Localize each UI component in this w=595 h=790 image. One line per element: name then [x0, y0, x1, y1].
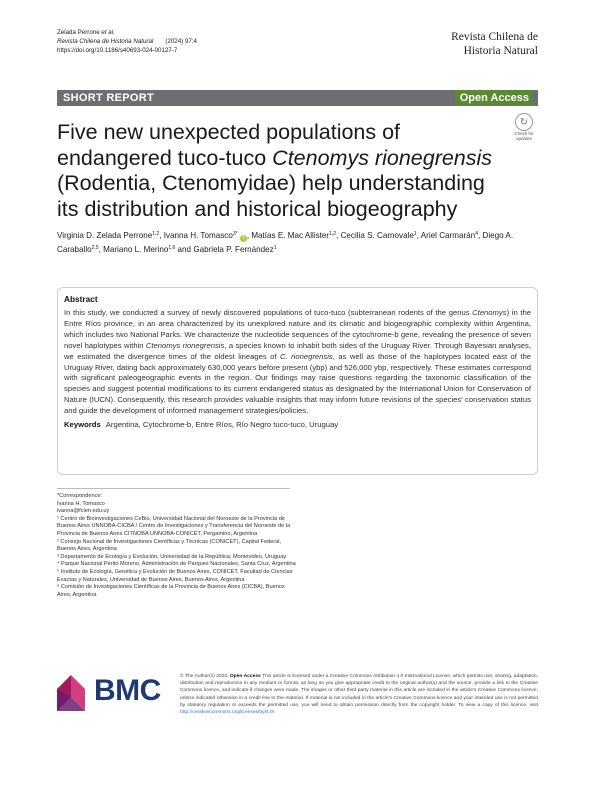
bmc-logo	[57, 673, 167, 713]
keywords-text: Argentina, Cytochrome-b, Entre Ríos, Río Negro tuco-tuco, Uruguay	[105, 420, 339, 430]
author-name[interactable]: Mariano L. Merino	[103, 245, 169, 254]
header-doi-link[interactable]: https://doi.org/10.1186/s40693-024-00127-7	[57, 47, 178, 54]
keywords	[64, 420, 531, 429]
refresh-icon: ↻	[515, 113, 533, 131]
abstract-heading: Abstract	[64, 294, 98, 304]
author-affiliation-sup: 4	[475, 231, 478, 237]
check-for-updates-badge[interactable]	[510, 113, 538, 140]
affiliation-item: ⁶ Comisión de Investigaciones Científicas de la Provincia de Buenos Aires (CICBA), Buenos Aires, Argentina	[57, 584, 285, 598]
affiliations	[57, 516, 297, 600]
author-name[interactable]: Matías E. Mac Allister	[251, 231, 330, 240]
correspondence-email[interactable]: ivanna@fcien.edu.uy	[57, 508, 110, 515]
abstract-species: Ctenomys rionegrensis	[145, 340, 225, 350]
license-prefix: © The Author(s) 2024.	[180, 674, 229, 679]
abstract-sentence: ) in the Entre Ríos province, in an area characterized by its unexplored nature and its climatic and biogeographic complexity within Argentina, which includes two National Parks. We characterize the nucleotide sequences of the cytochrome-b gene, revealing the presence of seven novel haplotypes within	[64, 308, 531, 350]
author-affiliation-sup: 1	[273, 245, 277, 251]
abstract-sentence: In this study, we conducted a survey of newly discovered populations of tuco-tuco (subterranean rodents of the genus	[64, 308, 473, 317]
journal-name-line2: Historia Natural	[463, 45, 538, 57]
bmc-logo-mark-icon	[57, 675, 93, 711]
header-etal: et al.	[101, 29, 115, 36]
affiliation-item: ³ Departamento de Ecología y Evolución, Universidad de la República, Montevideo, Uruguay	[57, 553, 287, 560]
license-body: This article is licensed under a Creative Commons Attribution 4.0 International License, which permits use, sharing, adaptation, distribution and reproduction in any medium or format, as long as you give appropriate credit to the original author(s) and the source, provide a link to the Creative Commons licence, and indicate if changes were made. The images or other third party material in this article are included in the article's Creative Commons licence, unless indicated otherwise in a credit line to the material. If material is not included in the article's Creative Commons licence and your intended use is not permitted by statutory regulation or exceeds the permitted use, you will need to obtain permission directly from the copyright holder. To view a copy of this licence, visit	[180, 674, 538, 708]
author-name[interactable]: Ivanna H. Tomasco	[163, 231, 233, 240]
affiliation-item: ¹ Centro de Bioinvestigaciones CeBio, Universidad Nacional del Noroeste de la Provincia de Buenos Aires UNNOBA-CICBA / Centro de Investigaciones y Transferencia del Noroeste de la Provincia de Buenos Aires CITNOBA UNNOBA-CONICET, Pergamino, Argentina	[57, 515, 291, 537]
affiliation-item: ⁵ Instituto de Ecología, Genética y Evolución de Buenos Aires, CONICET, Facultad de Ciencias Exactas y Naturales, Universidad de Buenos Aires, Buenos Aires, Argentina	[57, 568, 293, 583]
article-type-label: SHORT REPORT	[63, 92, 154, 104]
abstract-text	[64, 308, 531, 417]
footnotes	[57, 493, 297, 599]
check-updates-line1: Check for	[514, 131, 534, 136]
article-type-bar	[57, 90, 538, 106]
open-access-badge: Open Access	[455, 90, 532, 105]
author-affiliation-sup: 3*	[232, 231, 238, 237]
article-title	[57, 120, 507, 222]
author-list: Virginia D. Zelada Perrone$^{1,2}$, Ivanna H. Tomasco$^{3*}$ i , Matías E. Mac Allister$^{1,2}$, Cecilia S. Carnovale$^1$, Ariel Carmarán$^4$, Diego A. Caraballo$^{2,5}$, Mariano L. Merino$^{1,6}$ and Gabriela P. Fernández$^1$	[57, 231, 514, 254]
correspondence-label: *Correspondence:	[57, 493, 103, 499]
license-link[interactable]: http://creativecommons.org/licenses/by/4.0/	[180, 710, 275, 716]
title-part1: Five new unexpected populations of endangered tuco-tuco	[57, 120, 401, 170]
abstract-genus: Ctenomys	[472, 308, 507, 317]
affiliation-item: ⁴ Parque Nacional Perito Moreno, Administración de Parques Nacionales, Santa Cruz, Argentina	[57, 561, 296, 568]
correspondence-name: Ivanna H. Tomasco	[57, 500, 105, 507]
author-affiliation-sup: 2,5	[91, 245, 99, 251]
affiliation-item: ² Consejo Nacional de Investigaciones Científicas y Técnicas (CONICET), Capital Federal, Buenos Aires, Argentina	[57, 538, 282, 553]
header-journal: Revista Chilena de Historia Natural	[57, 38, 154, 45]
abstract-species: C. rionegrensis	[280, 351, 333, 361]
header-year-vol: (2024) 97:4	[165, 38, 197, 45]
author-name[interactable]: Virginia D. Zelada Perrone	[57, 231, 153, 240]
author-name[interactable]: Ariel Carmarán	[420, 231, 476, 240]
author-affiliation-sup: 1	[413, 231, 417, 237]
author-and: and	[177, 245, 192, 254]
journal-name	[451, 30, 538, 58]
abstract-sentence: , as well as those of the haplotypes located east of the Uruguay River, dating back approximately 630,000 years before present (ybp) and 526,000 ybp, respectively. These estimates correspond with significant paleogeographic events in the region. Our findings may raise questions regarding the taxonomic classification of the species and suggest potential modifications to its current endangered status as designated by the International Union for Conservation of Nature (IUCN). Consequently, this research provides valuable insights that may inform future revisions of the species' conservation status and guide the development of informed management strategies/policies.	[64, 351, 531, 416]
header-author: Zelada Perrone	[57, 29, 100, 36]
check-updates-line2: updates	[515, 136, 532, 141]
author-name[interactable]: Cecilia S. Carnovale	[340, 231, 414, 240]
author-affiliation-sup: 1,2	[152, 231, 160, 237]
title-species: Ctenomys rionegrensis	[272, 145, 493, 170]
author-name[interactable]: Gabriela P. Fernández	[193, 245, 274, 254]
license-end: .	[274, 710, 276, 716]
running-header	[57, 28, 197, 55]
author-affiliation-sup: 1,2	[329, 231, 337, 237]
bmc-logo-text: BMC	[94, 674, 161, 707]
footnote-divider	[57, 488, 290, 489]
keywords-label: Keywords	[64, 420, 101, 430]
license-open-access: Open Access	[229, 674, 261, 679]
author-affiliation-sup: 1,6	[168, 245, 176, 251]
abstract-sentence: , a species known to inhabit both sides of the Uruguay River. Through Bayesian analyses, we estimated the divergence times of the oldest lineages of	[64, 340, 531, 361]
orcid-icon[interactable]: i	[240, 235, 247, 242]
title-part2: (Rodentia, Ctenomyidae) help understanding its distribution and historical biogeography	[57, 171, 485, 221]
author-name[interactable]: Diego A. Caraballo	[57, 231, 514, 254]
license-text	[180, 673, 538, 716]
journal-name-line1: Revista Chilena de	[451, 31, 538, 43]
abstract-box	[57, 287, 538, 475]
